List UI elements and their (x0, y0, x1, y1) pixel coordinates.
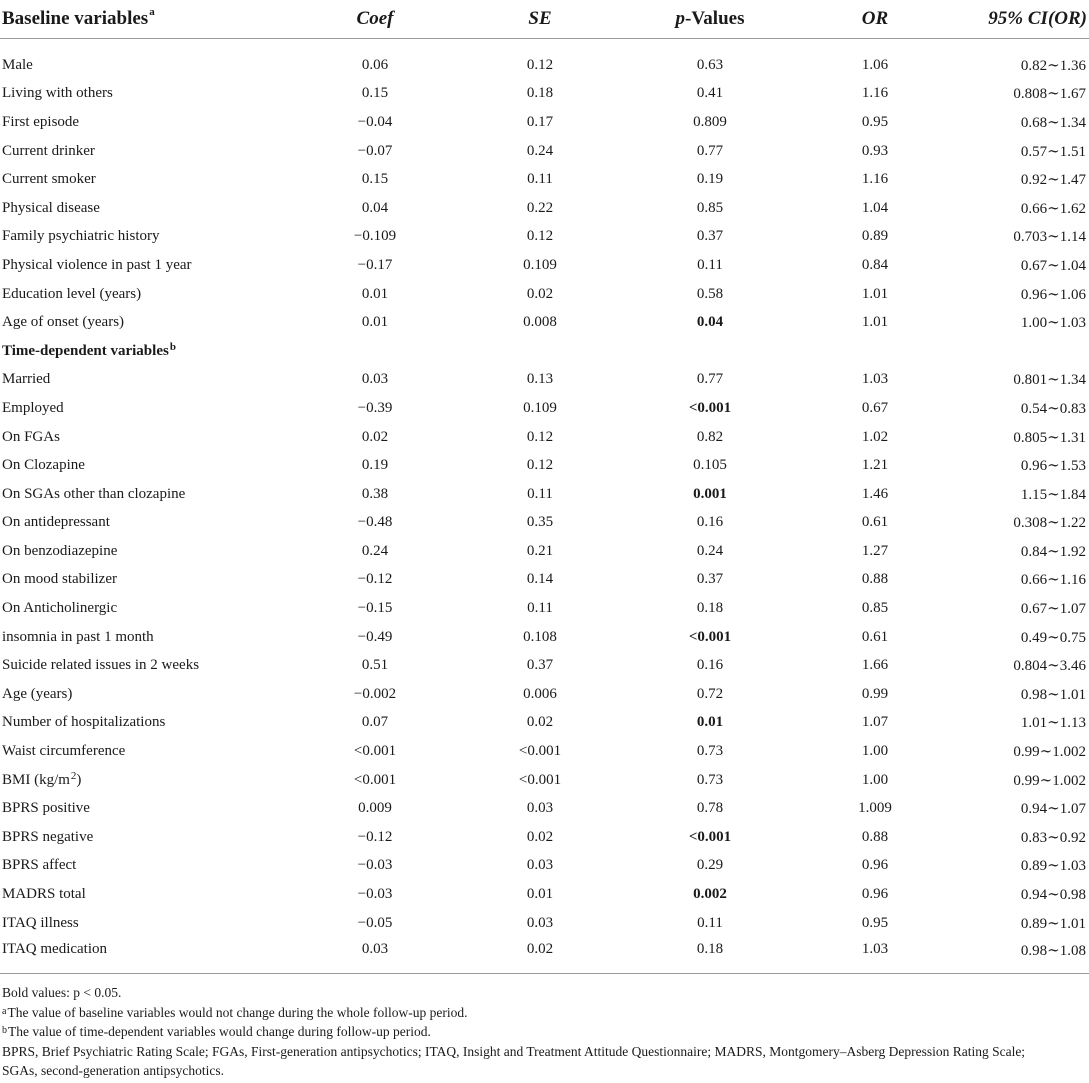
se-value: 0.37 (526, 657, 554, 674)
table-row (0, 594, 1089, 623)
header-p-values: p-Values (615, 0, 805, 39)
ci-value: 0.66∼1.16 (1020, 572, 1086, 589)
table-row (0, 794, 1089, 823)
coef-value: 0.15 (361, 171, 389, 188)
p-value: <0.001 (688, 399, 732, 416)
ci-value: 0.66∼1.62 (1020, 200, 1086, 217)
table-row (0, 108, 1089, 137)
or-value: 0.96 (861, 886, 889, 903)
header-or: OR (805, 0, 945, 39)
se-value: 0.109 (523, 399, 557, 416)
table-row (0, 366, 1089, 395)
or-value: 1.21 (861, 457, 889, 474)
or-value: 1.03 (805, 937, 945, 974)
variable-label: On SGAs other than clozapine (2, 485, 186, 502)
coef-value: 0.04 (361, 199, 389, 216)
ci-value: 1.15∼1.84 (1020, 486, 1086, 503)
p-value: 0.11 (697, 914, 723, 931)
se-value: <0.001 (518, 743, 562, 760)
or-value: 0.61 (861, 628, 889, 645)
ci-value: 0.82∼1.36 (1020, 57, 1086, 74)
se-value: 0.22 (526, 199, 554, 216)
variable-label: Suicide related issues in 2 weeks (2, 657, 200, 674)
p-value: <0.001 (688, 828, 732, 845)
table-row (0, 766, 1089, 795)
ci-value: 0.808∼1.67 (1013, 86, 1086, 103)
variable-label: BMI $(kg/m^2)$ (2, 769, 82, 788)
or-value: 1.16 (861, 85, 889, 102)
coef-value: −0.12 (357, 571, 393, 588)
coef-value: 0.06 (361, 56, 389, 73)
se-value: 0.03 (526, 914, 554, 931)
coef-value: 0.07 (361, 714, 389, 731)
section-header-row (0, 337, 1089, 366)
table-row (0, 909, 1089, 938)
p-value: 0.01 (696, 714, 724, 731)
time-dependent-section-title: Time-dependent variables$^b$ (2, 340, 176, 359)
coef-value: −0.03 (357, 886, 393, 903)
p-value: 0.82 (696, 428, 724, 445)
se-value: <0.001 (518, 771, 562, 788)
or-value: 1.00 (861, 743, 889, 760)
variable-label: Employed (2, 399, 64, 416)
table-row (0, 451, 1089, 480)
or-value: 1.03 (861, 371, 889, 388)
coef-value: −0.49 (357, 628, 393, 645)
ci-value: 0.801∼1.34 (1013, 372, 1086, 389)
variable-label: On mood stabilizer (2, 571, 117, 588)
coef-value: 0.19 (361, 457, 389, 474)
p-value: 0.16 (696, 514, 724, 531)
se-value: 0.11 (527, 171, 553, 188)
p-value: 0.63 (696, 56, 724, 73)
p-value: 0.29 (696, 857, 724, 874)
or-value: 1.07 (861, 714, 889, 731)
se-value: 0.12 (526, 428, 554, 445)
or-value: 1.16 (861, 171, 889, 188)
ci-value: 0.805∼1.31 (1013, 429, 1086, 446)
coef-value: 0.01 (361, 285, 389, 302)
table-row (0, 80, 1089, 109)
table-row (0, 880, 1089, 909)
ci-value: 1.00∼1.03 (1020, 315, 1086, 332)
ci-value: 0.68∼1.34 (1020, 114, 1086, 131)
coef-value: 0.009 (358, 800, 392, 817)
variable-label: Current smoker (2, 171, 96, 188)
p-value: 0.37 (696, 228, 724, 245)
variable-label: On Clozapine (2, 457, 85, 474)
or-value: 0.99 (861, 685, 889, 702)
se-value: 0.35 (526, 514, 554, 531)
variable-label: Male (2, 56, 33, 73)
ci-value: 0.99∼1.002 (1013, 772, 1086, 789)
variable-label: Age of onset (years) (2, 314, 125, 331)
or-value: 1.06 (861, 56, 889, 73)
table-row (0, 394, 1089, 423)
header-row (0, 0, 1089, 39)
se-value: 0.11 (527, 600, 553, 617)
se-value: 0.108 (523, 628, 557, 645)
se-value: 0.02 (465, 937, 615, 974)
ci-value: 1.01∼1.13 (1020, 715, 1086, 732)
table-row (0, 852, 1089, 881)
variable-label: On Anticholinergic (2, 600, 118, 617)
p-value: 0.37 (696, 571, 724, 588)
se-value: 0.17 (526, 113, 554, 130)
variable-label: ITAQ illness (2, 914, 79, 931)
variable-label: On antidepressant (2, 514, 110, 531)
coef-value: −0.03 (357, 857, 393, 874)
or-value: 0.67 (861, 399, 889, 416)
se-value: 0.03 (526, 857, 554, 874)
variable-label: Family psychiatric history (2, 228, 160, 245)
p-value: 0.85 (696, 199, 724, 216)
table-row (0, 308, 1089, 337)
spacer-cell (0, 39, 1089, 52)
p-value: 0.19 (696, 171, 724, 188)
or-value: 1.46 (861, 485, 889, 502)
ci-value: 0.703∼1.14 (1013, 229, 1086, 246)
table-row (0, 423, 1089, 452)
ci-value: 0.67∼1.04 (1020, 257, 1086, 274)
p-value: 0.18 (615, 937, 805, 974)
se-value: 0.02 (526, 285, 554, 302)
footnote-a: $^a$The value of baseline variables would not change during the whole follow-up period. (2, 1004, 468, 1020)
se-value: 0.12 (526, 228, 554, 245)
table-row (0, 651, 1089, 680)
table-body (0, 39, 1089, 974)
variable-label: Age (years) (2, 685, 73, 702)
table-row (0, 823, 1089, 852)
abbreviations-line-1: BPRS, Brief Psychiatric Rating Scale; FGAs, First-generation antipsychotics; ITAQ, Insight and Treatment Attitude Questionnaire; MADRS, Montgomery–Asberg Depression Rating Scale; (2, 1043, 1026, 1059)
se-value: 0.11 (527, 485, 553, 502)
or-value: 0.88 (861, 828, 889, 845)
coef-value: −0.48 (357, 514, 393, 531)
coef-value: 0.24 (361, 542, 389, 559)
p-value: 0.809 (693, 113, 727, 130)
footnote-b: $^b$The value of time-dependent variables would change during follow-up period. (2, 1024, 431, 1039)
p-value: 0.41 (696, 85, 724, 102)
ci-value: 0.84∼1.92 (1020, 543, 1086, 560)
or-value: 0.84 (861, 256, 889, 273)
ci-value: 0.49∼0.75 (1020, 629, 1086, 646)
abbreviations-line-2: SGAs, second-generation antipsychotics. (2, 1063, 224, 1078)
coef-value: 0.03 (285, 937, 465, 974)
p-value: 0.73 (696, 771, 724, 788)
variable-label: Waist circumference (2, 743, 126, 760)
variable-label: BPRS positive (2, 800, 90, 817)
or-value: 0.93 (861, 142, 889, 159)
table-row (0, 680, 1089, 709)
se-value: 0.02 (526, 828, 554, 845)
or-value: 1.01 (861, 314, 889, 331)
se-value: 0.02 (526, 714, 554, 731)
table-row (0, 537, 1089, 566)
variable-label: Married (2, 371, 51, 388)
coef-value: −0.17 (357, 256, 393, 273)
p-value: 0.58 (696, 285, 724, 302)
p-value: 0.105 (693, 457, 727, 474)
ci-value: 0.308∼1.22 (1013, 515, 1086, 532)
ci-value: 0.98∼1.01 (1020, 686, 1086, 703)
ci-value: 0.99∼1.002 (1013, 744, 1086, 761)
or-value: 1.02 (861, 428, 889, 445)
se-value: 0.21 (526, 542, 554, 559)
se-value: 0.12 (526, 457, 554, 474)
variable-label: BPRS affect (2, 857, 77, 874)
se-value: 0.18 (526, 85, 554, 102)
variable-label: insomnia in past 1 month (2, 628, 154, 645)
se-value: 0.13 (526, 371, 554, 388)
or-value: 1.009 (858, 800, 892, 817)
se-value: 0.14 (526, 571, 554, 588)
ci-value: 0.96∼1.06 (1020, 286, 1086, 303)
or-value: 0.95 (861, 914, 889, 931)
coef-value: 0.02 (361, 428, 389, 445)
ci-value: 0.804∼3.46 (1013, 658, 1086, 675)
p-value: 0.002 (693, 886, 727, 903)
variable-label: On FGAs (2, 428, 60, 445)
p-value: 0.16 (696, 657, 724, 674)
variable-label: Number of hospitalizations (2, 714, 166, 731)
variable-label: Education level (years) (2, 285, 142, 302)
p-value: 0.73 (696, 743, 724, 760)
ci-value: 0.96∼1.53 (1020, 458, 1086, 475)
coef-value: 0.01 (361, 314, 389, 331)
or-value: 1.04 (861, 199, 889, 216)
ci-value: 0.89∼1.01 (1020, 915, 1086, 932)
coef-value: −0.002 (353, 685, 397, 702)
coef-value: −0.07 (357, 142, 393, 159)
table-row (0, 566, 1089, 595)
table-row (0, 480, 1089, 509)
or-value: 0.95 (861, 113, 889, 130)
ci-value: 0.54∼0.83 (1020, 400, 1086, 417)
ci-value: 0.67∼1.07 (1020, 601, 1086, 618)
variable-label: Physical violence in past 1 year (2, 256, 192, 273)
se-value: 0.12 (526, 56, 554, 73)
p-value: 0.78 (696, 800, 724, 817)
coef-value: 0.15 (361, 85, 389, 102)
table-row (0, 623, 1089, 652)
header-coef: Coef (285, 0, 465, 39)
table-header (0, 0, 1089, 39)
or-value: 0.96 (861, 857, 889, 874)
ci-value: 0.57∼1.51 (1020, 143, 1086, 160)
or-value: 1.66 (861, 657, 889, 674)
table-row (0, 51, 1089, 80)
bold-values-note: Bold values: p < 0.05. (2, 985, 122, 1000)
se-value: 0.01 (526, 886, 554, 903)
coef-value: 0.38 (361, 485, 389, 502)
se-value: 0.109 (523, 256, 557, 273)
coef-value: 0.03 (361, 371, 389, 388)
table-footnotes (2, 983, 1087, 1081)
variable-label: Living with others (2, 85, 113, 102)
table-row (0, 194, 1089, 223)
or-value: 0.88 (861, 571, 889, 588)
coef-value: −0.109 (353, 228, 397, 245)
header-ci: 95% CI(OR) (945, 0, 1089, 39)
variable-label: ITAQ medication (0, 937, 285, 974)
table-row (0, 280, 1089, 309)
p-value: 0.77 (696, 142, 724, 159)
ci-value: 0.98∼1.08 (945, 937, 1089, 974)
coef-value: −0.05 (357, 914, 393, 931)
or-value: 1.00 (861, 771, 889, 788)
table-row (0, 165, 1089, 194)
ci-value: 0.92∼1.47 (1020, 172, 1086, 189)
table-row (0, 937, 1089, 974)
p-value: 0.04 (696, 314, 724, 331)
variable-label: Physical disease (2, 199, 100, 216)
se-value: 0.006 (523, 685, 557, 702)
p-value: 0.18 (696, 600, 724, 617)
p-value: 0.11 (697, 256, 723, 273)
table-row (0, 223, 1089, 252)
p-value: <0.001 (688, 628, 732, 645)
variable-label: Current drinker (2, 142, 95, 159)
variable-label: First episode (2, 113, 80, 130)
header-se: SE (465, 0, 615, 39)
coef-value: 0.51 (361, 657, 389, 674)
table-row (0, 251, 1089, 280)
p-value: 0.77 (696, 371, 724, 388)
p-value: 0.24 (696, 542, 724, 559)
or-value: 1.01 (861, 285, 889, 302)
coef-value: −0.39 (357, 399, 393, 416)
se-value: 0.24 (526, 142, 554, 159)
spacer-row (0, 39, 1089, 52)
coef-value: −0.12 (357, 828, 393, 845)
table-row (0, 509, 1089, 538)
header-baseline-variables: Baseline variables$^a$ (0, 0, 285, 39)
p-value: 0.72 (696, 685, 724, 702)
coef-value: −0.15 (357, 600, 393, 617)
p-value: 0.001 (693, 485, 727, 502)
coef-value: <0.001 (353, 743, 397, 760)
se-value: 0.008 (523, 314, 557, 331)
ci-value: 0.89∼1.03 (1020, 858, 1086, 875)
ci-value: 0.83∼0.92 (1020, 829, 1086, 846)
se-value: 0.03 (526, 800, 554, 817)
or-value: 0.89 (861, 228, 889, 245)
ci-value: 0.94∼0.98 (1020, 887, 1086, 904)
table-row (0, 137, 1089, 166)
coef-value: −0.04 (357, 113, 393, 130)
or-value: 1.27 (861, 542, 889, 559)
coef-value: <0.001 (353, 771, 397, 788)
or-value: 0.61 (861, 514, 889, 531)
or-value: 0.85 (861, 600, 889, 617)
table-row (0, 737, 1089, 766)
variable-label: On benzodiazepine (2, 542, 118, 559)
table-row (0, 709, 1089, 738)
variable-label: BPRS negative (2, 828, 94, 845)
variable-label: MADRS total (2, 886, 86, 903)
ci-value: 0.94∼1.07 (1020, 801, 1086, 818)
